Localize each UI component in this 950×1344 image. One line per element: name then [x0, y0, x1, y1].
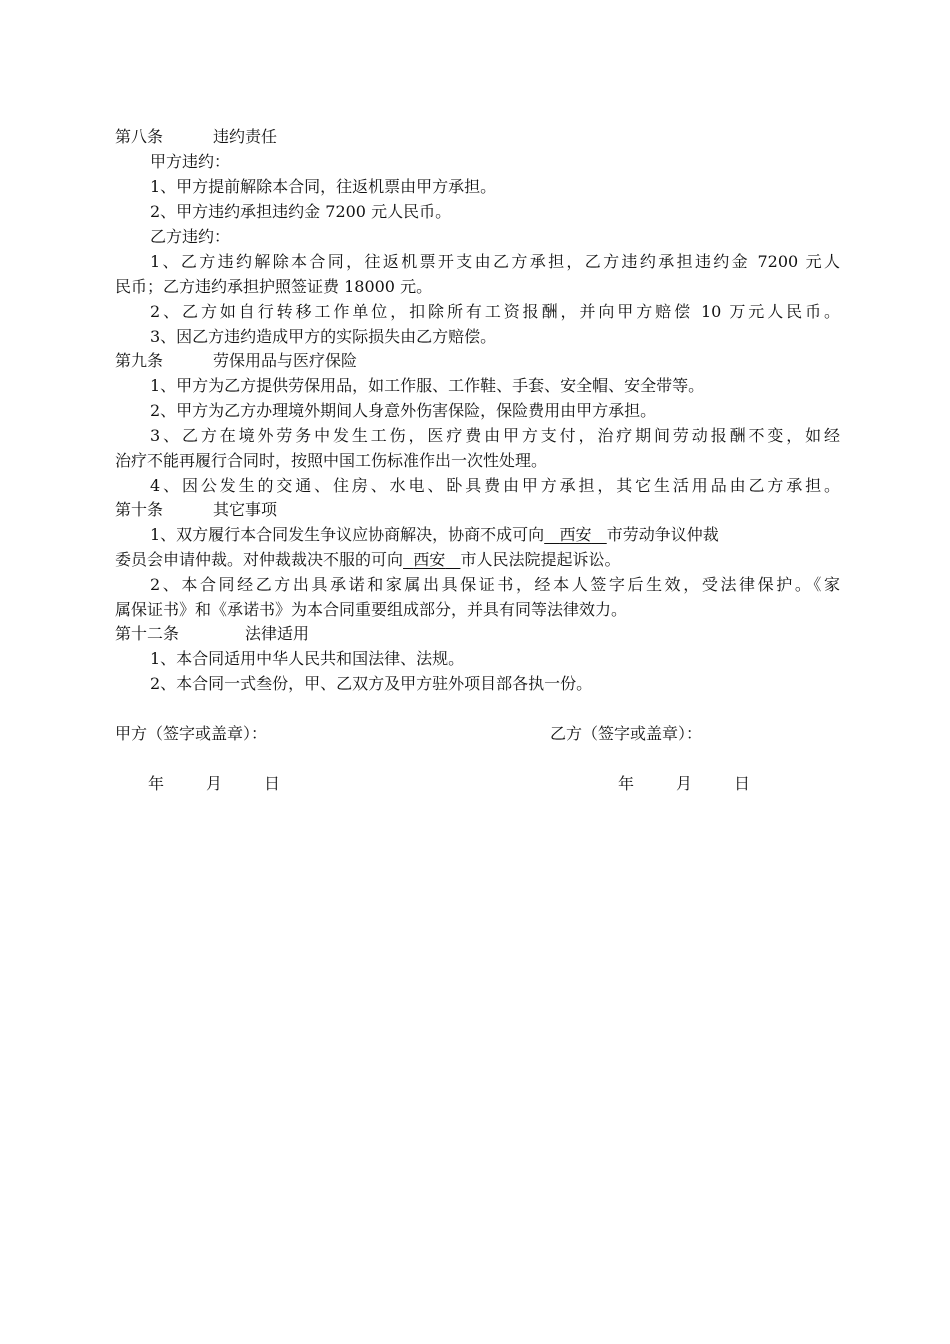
article-9-item-3-line-1: 3、乙方在境外劳务中发生工伤，医疗费由甲方支付，治疗期间劳动报酬不变，如经 [150, 426, 840, 445]
article-8-title: 违约责任 [213, 127, 278, 146]
article-10-item-1-text-b: 市劳动争议仲裁 [606, 525, 719, 544]
party-b-breach-item-2: 2、乙方如自行转移工作单位，扣除所有工资报酬，并向甲方赔偿 10 万元人民币。 [150, 302, 840, 321]
article-10-title: 其它事项 [213, 500, 278, 519]
article-10-item-1-line-1 [150, 523, 840, 547]
party-a-date-year: 年 [148, 774, 165, 793]
article-10-item-2-line-1: 2、本合同经乙方出具承诺和家属出具保证书，经本人签字后生效，受法律保护。《家 [150, 575, 840, 594]
article-8-number: 第八条 [115, 127, 164, 146]
article-9-item-1: 1、甲方为乙方提供劳保用品，如工作服、工作鞋、手套、安全帽、安全带等。 [150, 376, 705, 395]
party-a-date-month: 月 [206, 774, 223, 793]
article-12-heading [115, 622, 840, 646]
party-b-date-year: 年 [618, 774, 635, 793]
party-a-breach-heading: 甲方违约： [150, 152, 231, 171]
article-10-item-1-text-a: 1、双方履行本合同发生争议应协商解决，协商不成可向 [150, 525, 545, 544]
party-b-breach-item-1-line-2: 民币；乙方违约承担护照签证费 18000 元。 [115, 277, 433, 296]
party-a-breach-item-2: 2、甲方违约承担违约金 7200 元人民币。 [150, 202, 452, 221]
party-a-signature-label: 甲方（签字或盖章）： [115, 724, 268, 743]
article-9-item-2: 2、甲方为乙方办理境外期间人身意外伤害保险，保险费用由甲方承担。 [150, 401, 657, 420]
party-b-breach-item-3: 3、因乙方违约造成甲方的实际损失由乙方赔偿。 [150, 327, 497, 346]
party-b-signature-label: 乙方（签字或盖章）： [550, 724, 703, 743]
article-12-number: 第十二条 [115, 624, 180, 643]
party-b-date-day: 日 [734, 774, 751, 793]
arbitration-city-field [544, 523, 607, 547]
article-9-title: 劳保用品与医疗保险 [213, 351, 358, 370]
article-9-item-3-line-2: 治疗不能再履行合同时，按照中国工伤标准作出一次性处理。 [115, 451, 548, 470]
article-9-heading [115, 349, 840, 373]
article-9-item-4: 4、因公发生的交通、住房、水电、卧具费由甲方承担，其它生活用品由乙方承担。 [150, 476, 840, 495]
article-12-title: 法律适用 [245, 624, 310, 643]
article-12-item-2: 2、本合同一式叁份，甲、乙双方及甲方驻外项目部各执一份。 [150, 674, 593, 693]
party-a-breach-item-1: 1、甲方提前解除本合同，往返机票由甲方承担。 [150, 177, 497, 196]
party-b-date-month: 月 [676, 774, 693, 793]
article-10-item-1-line-2 [115, 548, 840, 572]
court-city-value: 西安 [413, 550, 446, 569]
article-8-heading [115, 125, 840, 149]
party-b-breach-heading: 乙方违约： [150, 227, 231, 246]
article-10-item-1-text-c: 委员会申请仲裁。对仲裁裁决不服的可向 [115, 550, 404, 569]
article-12-item-1: 1、本合同适用中华人民共和国法律、法规。 [150, 649, 465, 668]
article-10-number: 第十条 [115, 500, 164, 519]
court-city-field [403, 548, 460, 572]
party-b-breach-item-1-line-1: 1、乙方违约解除本合同，往返机票开支由乙方承担，乙方违约承担违约金 7200 元人 [150, 252, 840, 271]
article-10-item-2-line-2: 属保证书》和《承诺书》为本合同重要组成部分，并具有同等法律效力。 [115, 600, 628, 619]
article-10-heading [115, 498, 840, 522]
arbitration-city-value: 西安 [559, 525, 592, 544]
party-a-date-day: 日 [264, 774, 281, 793]
article-9-number: 第九条 [115, 351, 164, 370]
article-10-item-1-text-d: 市人民法院提起诉讼。 [460, 550, 621, 569]
